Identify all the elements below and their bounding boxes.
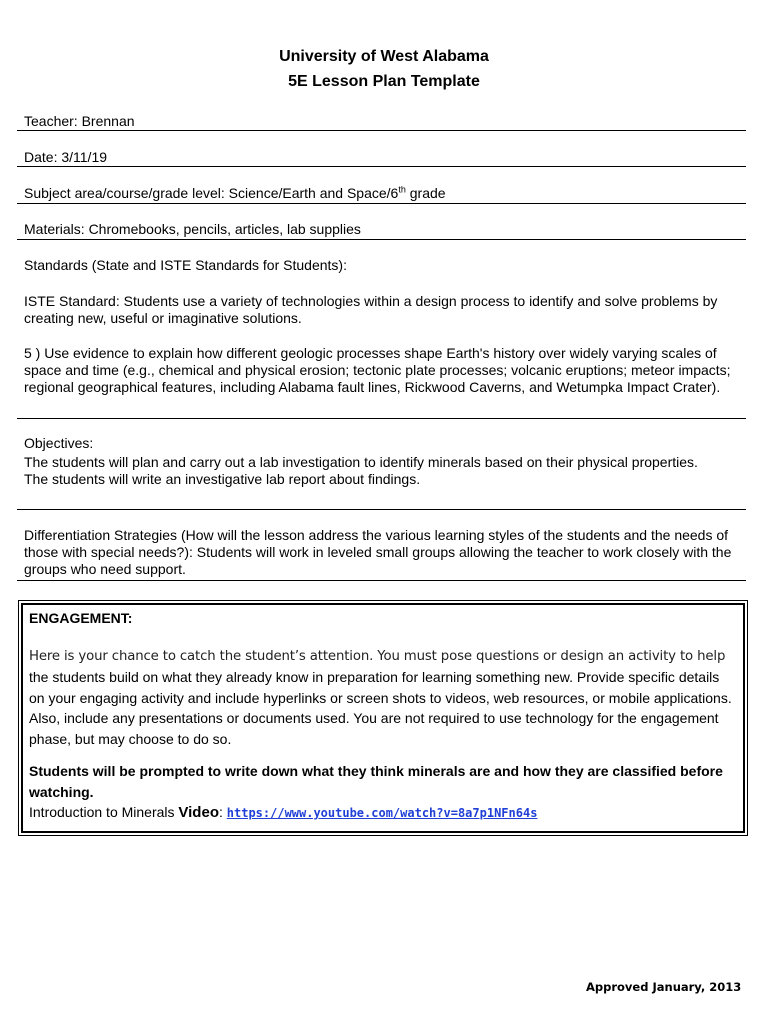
video-link[interactable]: https://www.youtube.com/watch?v=8a7p1NFn64s [226, 806, 538, 820]
footer-approval: Approved January, 2013 [586, 980, 742, 994]
iste-standard: ISTE Standard: Students use a variety of technologies within a design process to identify and solve problems by creating new, useful or imaginative solutions. [24, 293, 718, 326]
document-subtitle: 5E Lesson Plan Template [288, 73, 480, 90]
subject-text: Subject area/course/grade level: Science/Earth and Space/6th grade [24, 184, 446, 201]
differentiation-section [17, 527, 746, 581]
state-standard: 5 ) Use evidence to explain how different geologic processes shape Earth's history over widely varying scales of space and time (e.g., chemical and physical erosion; tectonic plate processes; volcanic eruptions; meteor impacts; regional geographical features, including Alabama fault lines, Rickwood Caverns, and Wetumpka Impact Crater). [24, 345, 731, 395]
ordinal-suffix: th [398, 184, 406, 195]
objective-item: The students will write an investigative lab report about findings. [24, 471, 421, 487]
engagement-title: ENGAGEMENT: [29, 610, 133, 626]
date-field [17, 149, 746, 167]
objectives-heading: Objectives: [24, 435, 94, 451]
document-title: University of West Alabama [279, 48, 489, 65]
engagement-instructions: Here is your chance to catch the student’s attention. You must pose questions or design an activity to help the students build on what they already know in preparation for learning something new. Provide specific details on your engaging activity and include hyperlinks or screen shots to videos, web resources, or mobile applications. Also, include any presentations or documents used. You are not required to use technology for the engagement phase, but may choose to do so. [29, 648, 732, 747]
subject-field [17, 185, 746, 204]
materials-field [17, 221, 746, 240]
objective-item: The students will plan and carry out a lab investigation to identify minerals based on their physical properties. [24, 454, 698, 470]
date-text: Date: 3/11/19 [24, 149, 108, 165]
standards-heading: Standards (State and ISTE Standards for Students): [24, 257, 347, 273]
differentiation-text: Differentiation Strategies (How will the lesson address the various learning styles of the students and the needs of those with special needs?): Students will work in leveled small groups allowing the teacher to work closely with the groups who need support. [24, 527, 732, 577]
video-line: Introduction to Minerals Video: https://www.youtube.com/watch?v=8a7p1NFn64s [29, 804, 538, 821]
standards-section [17, 257, 746, 419]
teacher-field [17, 113, 746, 131]
objectives-section [17, 435, 746, 510]
engagement-prompt: Students will be prompted to write down what they think minerals are and how they are classified before watching. [29, 763, 723, 800]
engagement-box [18, 600, 748, 836]
materials-text: Materials: Chromebooks, pencils, articles, lab supplies [24, 221, 361, 237]
teacher-text: Teacher: Brennan [24, 113, 135, 129]
